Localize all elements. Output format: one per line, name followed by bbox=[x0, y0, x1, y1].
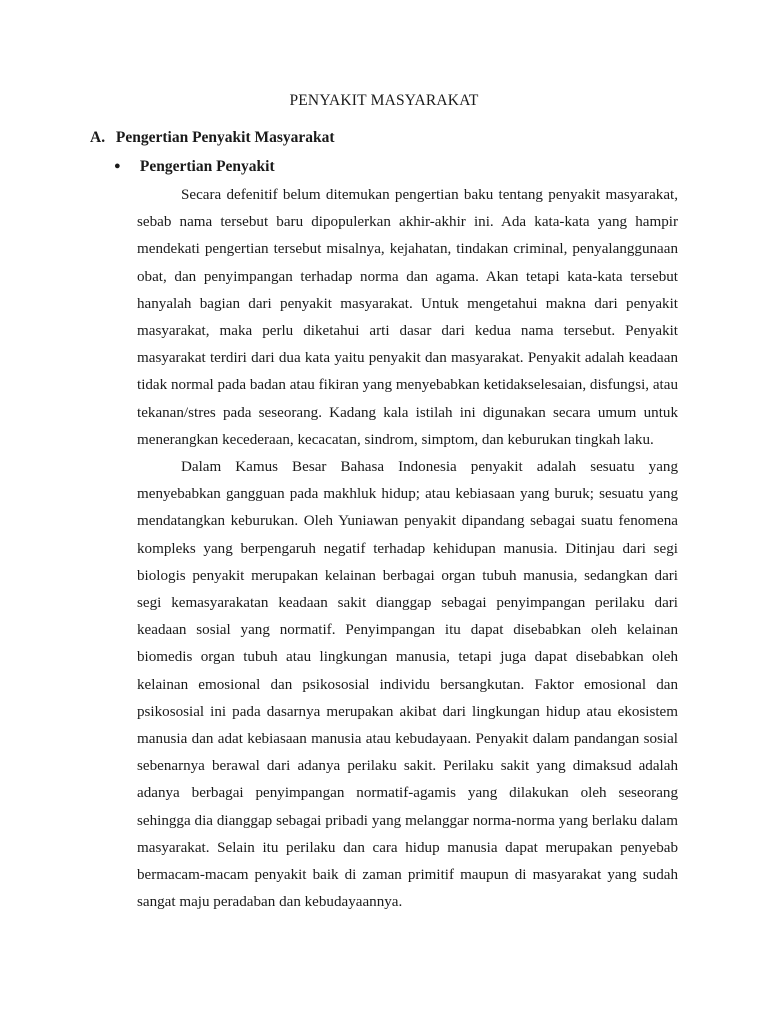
body-text bbox=[137, 182, 678, 916]
bullet-label: Pengertian Penyakit bbox=[139, 158, 275, 175]
section-heading-text: Pengertian Penyakit Masyarakat bbox=[115, 129, 335, 146]
section-heading bbox=[90, 129, 335, 147]
document-title: PENYAKIT MASYARAKAT bbox=[289, 92, 479, 109]
bullet-icon: ● bbox=[114, 160, 121, 172]
bullet-item bbox=[114, 158, 275, 176]
paragraph: Secara defenitif belum ditemukan pengertian baku tentang penyakit masyarakat, sebab nama tersebut baru dipopulerkan akhir-akhir ini. Ada kata-kata yang hampir mendekati pengertian tersebut misalnya, kejahatan, tindakan criminal, penyalanggunaan obat, dan penyimpangan terhadap norma dan agama. Akan tetapi kata-kata tersebut hanyalah bagian dari penyakit masyarakat. Untuk mengetahui makna dari penyakit masyarakat, maka perlu diketahui arti dasar dari kedua nama tersebut. Penyakit masyarakat terdiri dari dua kata yaitu penyakit dan masyarakat. Penyakit adalah keadaan tidak normal pada badan atau fikiran yang menyebabkan ketidakselesaian, disfungsi, atau tekanan/stres pada seseorang. Kadang kala istilah ini digunakan secara umum untuk menerangkan kecederaan, kecacatan, sindrom, simptom, dan keburukan tingkah laku. bbox=[137, 187, 678, 448]
section-number: A. bbox=[90, 129, 106, 146]
paragraph: Dalam Kamus Besar Bahasa Indonesia penyakit adalah sesuatu yang menyebabkan gangguan pada makhluk hidup; atau kebiasaan yang buruk; sesuatu yang mendatangkan keburukan. Oleh Yuniawan penyakit dipandang sebagai suatu fenomena kompleks yang berpengaruh negatif terhadap kehidupan manusia. Ditinjau dari segi biologis penyakit merupakan kelainan berbagai organ tubuh manusia, sedangkan dari segi kemasyarakatan keadaan sakit dianggap sebagai penyimpangan perilaku dari keadaan sosial yang normatif. Penyimpangan itu dapat disebabkan oleh kelainan biomedis organ tubuh atau lingkungan manusia, tetapi juga dapat disebabkan oleh kelainan emosional dan psikososial individu bersangkutan. Faktor emosional dan psikososial ini pada dasarnya merupakan akibat dari lingkungan hidup atau ekosistem manusia dan adat kebiasaan manusia atau kebudayaan. Penyakit dalam pandangan sosial sebenarnya berawal dari adanya perilaku sakit. Perilaku sakit yang dimaksud adalah adanya berbagai penyimpangan normatif-agamis yang dilakukan oleh seseorang sehingga dia dianggap sebagai pribadi yang melanggar norma-norma yang berlaku dalam masyarakat. Selain itu perilaku dan cara hidup manusia dapat merupakan penyebab bermacam-macam penyakit baik di zaman primitif maupun di masyarakat yang sudah sangat maju peradaban dan kebudayaannya. bbox=[137, 459, 678, 911]
